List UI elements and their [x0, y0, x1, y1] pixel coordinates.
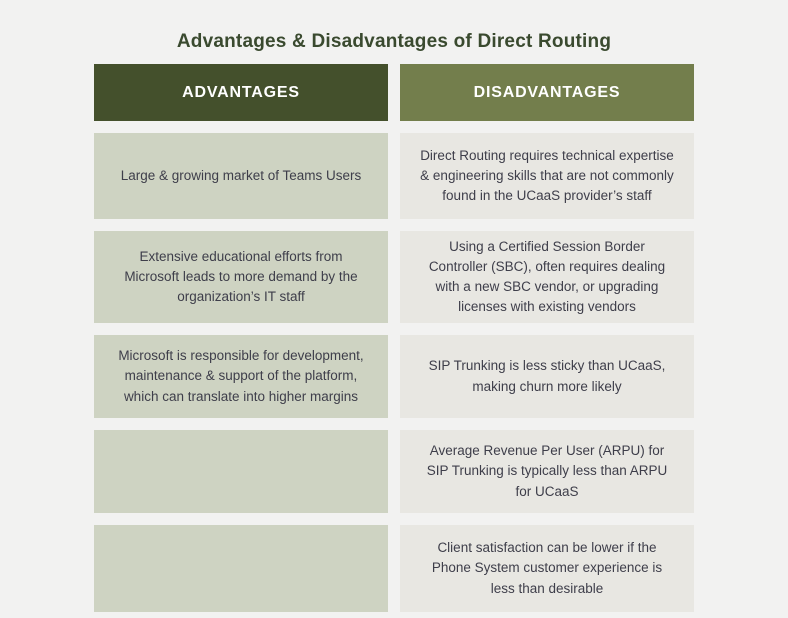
disadvantages-column-header: DISADVANTAGES: [400, 64, 694, 121]
advantage-cell-2: Extensive educational efforts from Microsoft leads to more demand by the organization’s IT staff: [94, 231, 388, 323]
advantages-column-header: ADVANTAGES: [94, 64, 388, 121]
page-title: Advantages & Disadvantages of Direct Routing: [176, 31, 612, 52]
advantage-cell-5-empty: [94, 525, 388, 612]
disadvantage-cell-5: Client satisfaction can be lower if the Phone System customer experience is less than desirable: [400, 525, 694, 612]
advantage-cell-1: Large & growing market of Teams Users: [94, 133, 388, 219]
disadvantage-cell-2: Using a Certified Session Border Controller (SBC), often requires dealing with a new SBC vendor, or upgrading licenses with existing vendors: [400, 231, 694, 323]
advantage-cell-3: Microsoft is responsible for development, maintenance & support of the platform, which can translate into higher margins: [94, 335, 388, 418]
comparison-table: [94, 64, 694, 612]
advantage-cell-4-empty: [94, 430, 388, 513]
disadvantage-cell-3: SIP Trunking is less sticky than UCaaS, making churn more likely: [400, 335, 694, 418]
disadvantage-cell-1: Direct Routing requires technical expertise & engineering skills that are not commonly found in the UCaaS provider’s staff: [400, 133, 694, 219]
disadvantage-cell-4: Average Revenue Per User (ARPU) for SIP Trunking is typically less than ARPU for UCaaS: [400, 430, 694, 513]
